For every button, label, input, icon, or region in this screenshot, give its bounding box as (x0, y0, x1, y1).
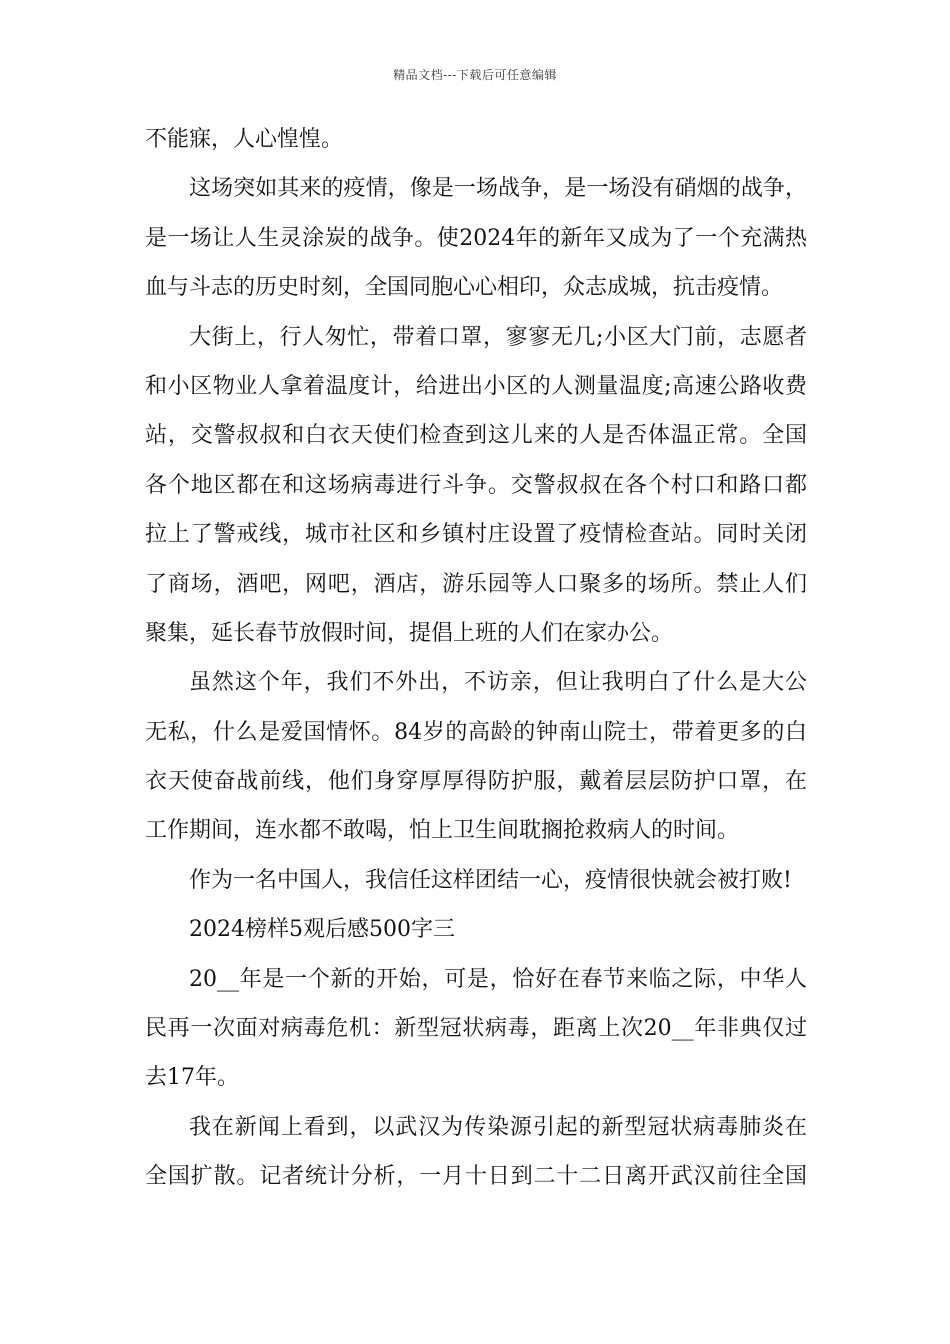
document-body (145, 128, 807, 1215)
text-line: 和小区物业人拿着温度计，给进出小区的人测量温度;高速公路收费 (145, 373, 807, 399)
text-line: 无私，什么是爱国情怀。84岁的高龄的钟南山院士，带着更多的白 (145, 719, 807, 745)
text-line: 是一场让人生灵涂炭的战争。使2024年的新年又成为了一个充满热 (145, 225, 807, 251)
text-line: 血与斗志的历史时刻，全国同胞心心相印，众志成城，抗击疫情。 (145, 275, 784, 301)
text-line: 工作期间，连水都不敢喝，怕上卫生间耽搁抢救病人的时间。 (145, 818, 740, 844)
text-line: 作为一名中国人，我信任这样团结一心，疫情很快就会被打败! (189, 867, 792, 893)
text-line: 去17年。 (145, 1065, 239, 1091)
section-heading: 2024榜样5观后感500字三 (189, 917, 455, 943)
text-line: 聚集，延长春节放假时间，提倡上班的人们在家办公。 (145, 620, 674, 646)
page-header: 精品文档---下载后可任意编辑 (393, 68, 557, 82)
text-line: 20__年是一个新的开始，可是，恰好在春节来临之际，中华人 (189, 966, 807, 992)
text-line: 拉上了警戒线，城市社区和乡镇村庄设置了疫情检查站。同时关闭 (145, 522, 807, 548)
text-line: 民再一次面对病毒危机：新型冠状病毒，距离上次20__年非典仅过 (145, 1016, 807, 1042)
text-line: 不能寐，人心惶惶。 (145, 127, 344, 152)
text-line: 了商场，酒吧，网吧，酒店，游乐园等人口聚多的场所。禁止人们 (145, 571, 807, 597)
text-line: 全国扩散。记者统计分析，一月十日到二十二日离开武汉前往全国 (145, 1164, 807, 1190)
text-line: 衣天使奋战前线，他们身穿厚厚得防护服，戴着层层防护口罩，在 (145, 769, 807, 795)
text-line: 我在新闻上看到，以武汉为传染源引起的新型冠状病毒肺炎在 (189, 1114, 807, 1140)
text-line: 虽然这个年，我们不外出，不访亲，但让我明白了什么是大公 (189, 670, 807, 696)
text-line: 各个地区都在和这场病毒进行斗争。交警叔叔在各个村口和路口都 (145, 472, 807, 498)
text-line: 大街上，行人匆忙，带着口罩，寥寥无几;小区大门前，志愿者 (189, 324, 807, 350)
text-line: 站，交警叔叔和白衣天使们检查到这儿来的人是否体温正常。全国 (145, 423, 807, 449)
text-line: 这场突如其来的疫情，像是一场战争，是一场没有硝烟的战争， (189, 176, 807, 202)
